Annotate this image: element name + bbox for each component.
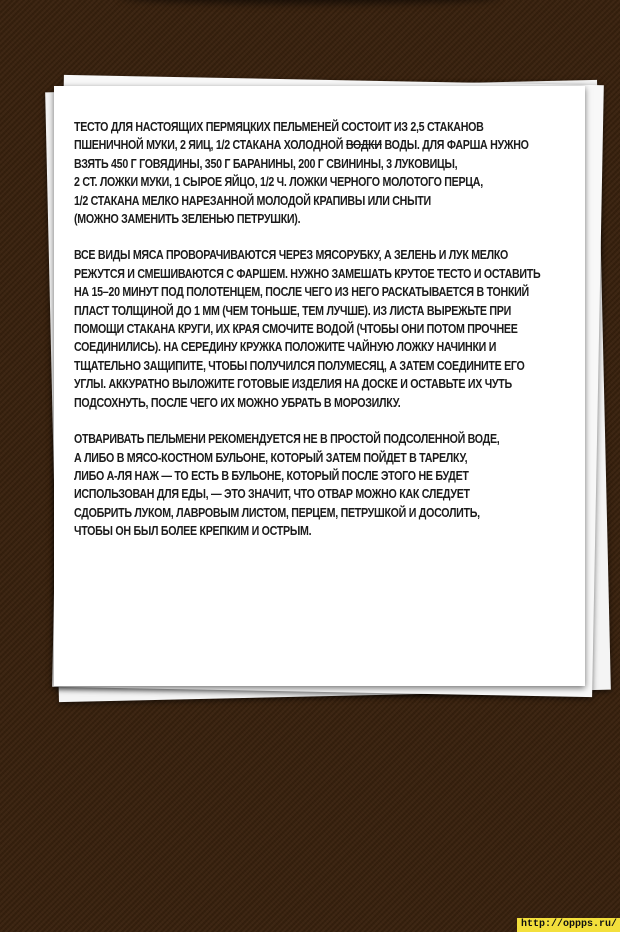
- text-line: ОТВАРИВАТЬ ПЕЛЬМЕНИ РЕКОМЕНДУЕТСЯ НЕ В ПРОСТОЙ ПОДСОЛЕННОЙ ВОДЕ,: [74, 431, 500, 447]
- text-line: А ЛИБО В МЯСО-КОСТНОМ БУЛЬОНЕ, КОТОРЫЙ ЗАТЕМ ПОЙДЕТ В ТАРЕЛКУ,: [74, 449, 468, 465]
- text-line: ТЩАТЕЛЬНО ЗАЩИПИТЕ, ЧТОБЫ ПОЛУЧИЛСЯ ПОЛУМЕСЯЦ, А ЗАТЕМ СОЕДИНИТЕ ЕГО: [74, 357, 525, 373]
- text-line: СОЕДИНИЛИСЬ). НА СЕРЕДИНУ КРУЖКА ПОЛОЖИТЕ ЧАЙНУЮ ЛОЖКУ НАЧИНКИ И: [74, 339, 497, 355]
- paragraph-cooking: [74, 430, 584, 540]
- top-edge-shadow: [120, 0, 500, 4]
- text-line: ЛИБО А-ЛЯ НАЖ — ТО ЕСТЬ В БУЛЬОНЕ, КОТОРЫЙ ПОСЛЕ ЭТОГО НЕ БУДЕТ: [74, 467, 469, 483]
- text-line: 2 СТ. ЛОЖКИ МУКИ, 1 СЫРОЕ ЯЙЦО, 1/2 Ч. ЛОЖКИ ЧЕРНОГО МОЛОТОГО ПЕРЦА,: [74, 174, 483, 190]
- text-line: ЧТОБЫ ОН БЫЛ БОЛЕЕ КРЕПКИМ И ОСТРЫМ.: [74, 523, 312, 539]
- watermark-link[interactable]: http://oppps.ru/: [517, 918, 620, 932]
- text-line: ПЛАСТ ТОЛЩИНОЙ ДО 1 ММ (ЧЕМ ТОНЬШЕ, ТЕМ ЛУЧШЕ). ИЗ ЛИСТА ВЫРЕЖЬТЕ ПРИ: [74, 302, 511, 318]
- text-line: ВЗЯТЬ 450 Г ГОВЯДИНЫ, 350 Г БАРАНИНЫ, 200 Г СВИНИНЫ, 3 ЛУКОВИЦЫ,: [74, 155, 458, 171]
- text-line: ПШЕНИЧНОЙ МУКИ, 2 ЯИЦ, 1/2 СТАКАНА ХОЛОДНОЙ ВОДКИ ВОДЫ. ДЛЯ ФАРША НУЖНО: [74, 137, 529, 153]
- text-line: ПОДСОХНУТЬ, ПОСЛЕ ЧЕГО ИХ МОЖНО УБРАТЬ В МОРОЗИЛКУ.: [74, 394, 401, 410]
- text-line: СДОБРИТЬ ЛУКОМ, ЛАВРОВЫМ ЛИСТОМ, ПЕРЦЕМ, ПЕТРУШКОЙ И ДОСОЛИТЬ,: [74, 504, 480, 520]
- text-line: (МОЖНО ЗАМЕНИТЬ ЗЕЛЕНЬЮ ПЕТРУШКИ).: [74, 211, 301, 227]
- text-line: УГЛЫ. АККУРАТНО ВЫЛОЖИТЕ ГОТОВЫЕ ИЗДЕЛИЯ НА ДОСКЕ И ОСТАВЬТЕ ИХ ЧУТЬ: [74, 376, 512, 392]
- recipe-text: [74, 118, 541, 559]
- text-line: ПОМОЩИ СТАКАНА КРУГИ, ИХ КРАЯ СМОЧИТЕ ВОДОЙ (ЧТОБЫ ОНИ ПОТОМ ПРОЧНЕЕ: [74, 321, 518, 337]
- strikethrough-word: ВОДКИ: [345, 137, 382, 153]
- paragraph-preparation: [74, 246, 584, 412]
- text-line: 1/2 СТАКАНА МЕЛКО НАРЕЗАННОЙ МОЛОДОЙ КРАПИВЫ ИЛИ СНЫТИ: [74, 192, 431, 208]
- text-line: ВСЕ ВИДЫ МЯСА ПРОВОРАЧИВАЮТСЯ ЧЕРЕЗ МЯСОРУБКУ, А ЗЕЛЕНЬ И ЛУК МЕЛКО: [74, 247, 509, 263]
- text-line: ТЕСТО ДЛЯ НАСТОЯЩИХ ПЕРМЯЦКИХ ПЕЛЬМЕНЕЙ СОСТОИТ ИЗ 2,5 СТАКАНОВ: [74, 119, 484, 134]
- text-line: ИСПОЛЬЗОВАН ДЛЯ ЕДЫ, — ЭТО ЗНАЧИТ, ЧТО ОТВАР МОЖНО КАК СЛЕДУЕТ: [74, 486, 470, 502]
- paragraph-ingredients: [74, 118, 584, 228]
- text-line: РЕЖУТСЯ И СМЕШИВАЮТСЯ С ФАРШЕМ. НУЖНО ЗАМЕШАТЬ КРУТОЕ ТЕСТО И ОСТАВИТЬ: [74, 265, 541, 281]
- text-line: НА 15–20 МИНУТ ПОД ПОЛОТЕНЦЕМ, ПОСЛЕ ЧЕГО ИЗ НЕГО РАСКАТЫВАЕТСЯ В ТОНКИЙ: [74, 284, 529, 300]
